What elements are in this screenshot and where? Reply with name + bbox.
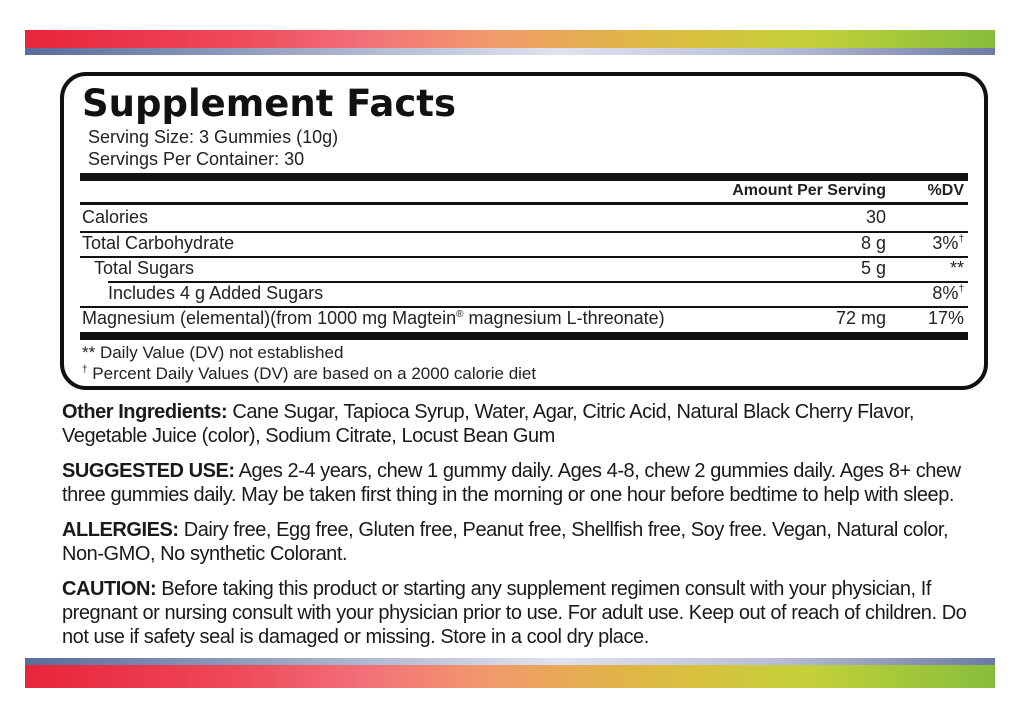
divider-thick (80, 332, 968, 340)
facts-title: Supplement Facts (82, 82, 457, 125)
allergies-label: ALLERGIES: (62, 519, 179, 541)
servings-per-container: Servings Per Container: 30 (88, 149, 305, 169)
row-calories-label: Calories (82, 207, 149, 227)
footnote-percent-dv-text: Percent Daily Values (DV) are based on a 2000 calorie diet (87, 364, 537, 383)
suggested-use-text: Ages 2-4 years, chew 1 gummy daily. Ages 4-8, chew 2 gummies daily. Ages 8+ chew three gummies daily. May be taken first thing in the morning or one hour before bedtime to help with sleep. (62, 460, 961, 506)
row-magnesium-label-post: magnesium L-threonate) (463, 308, 665, 328)
other-ingredients (62, 400, 992, 448)
row-magnesium-amount: 72 mg (835, 308, 886, 328)
footnote-percent-dv (82, 364, 536, 384)
row-calories-amount: 30 (865, 207, 886, 227)
row-sugars-amount: 5 g (860, 258, 886, 278)
dagger-mark: † (82, 364, 88, 376)
caution-text: Before taking this product or starting any supplement regimen consult with your physician, If pregnant or nursing consult with your physician prior to use. For adult use. Keep out of reach of children. Do not use if safety seal is damaged or missing. Store in a cool dry place. (62, 578, 967, 648)
row-added-sugars-dv (932, 283, 964, 304)
header-dv: %DV (927, 182, 964, 199)
supplement-facts-panel (60, 72, 988, 390)
caution (62, 577, 992, 649)
divider-header (80, 202, 968, 205)
serving-size: Serving Size: 3 Gummies (10g) (88, 127, 339, 147)
registered-mark: ® (456, 309, 464, 320)
row-carb-dv (932, 233, 964, 254)
row-divider (80, 256, 968, 258)
header-amount-per-serving: Amount Per Serving (732, 182, 886, 199)
caution-label: CAUTION: (62, 578, 157, 600)
row-carb-amount: 8 g (860, 233, 886, 253)
suggested-use-label: SUGGESTED USE: (62, 460, 235, 482)
top-accent-band (25, 48, 995, 55)
row-magnesium-label-pre: Magnesium (elemental)(from 1000 mg Magtein (82, 308, 457, 328)
row-magnesium-dv: 17% (927, 308, 964, 328)
dagger-mark: † (958, 284, 964, 295)
divider-thick (80, 173, 968, 181)
row-carb-label: Total Carbohydrate (82, 233, 235, 253)
bottom-color-band (25, 665, 995, 688)
dagger-mark: † (958, 234, 964, 245)
row-magnesium-label (82, 308, 665, 329)
row-carb-dv-value: 3% (932, 233, 959, 253)
other-ingredients-label: Other Ingredients: (62, 401, 228, 423)
row-sugars-label: Total Sugars (94, 258, 195, 278)
footnote-dv-not-established: ** Daily Value (DV) not established (82, 343, 344, 362)
top-color-band (25, 30, 995, 48)
row-added-sugars-dv-value: 8% (932, 283, 959, 303)
row-added-sugars-label: Includes 4 g Added Sugars (108, 283, 324, 303)
bottom-accent-band (25, 658, 995, 665)
allergies (62, 518, 992, 566)
suggested-use (62, 459, 992, 507)
other-ingredients-text: Cane Sugar, Tapioca Syrup, Water, Agar, Citric Acid, Natural Black Cherry Flavor, Vegetable Juice (color), Sodium Citrate, Locust Bean Gum (62, 401, 915, 447)
allergies-text: Dairy free, Egg free, Gluten free, Peanut free, Shellfish free, Soy free. Vegan, Natural color, Non-GMO, No synthetic Colorant. (62, 519, 949, 565)
row-sugars-dv: ** (949, 258, 964, 278)
